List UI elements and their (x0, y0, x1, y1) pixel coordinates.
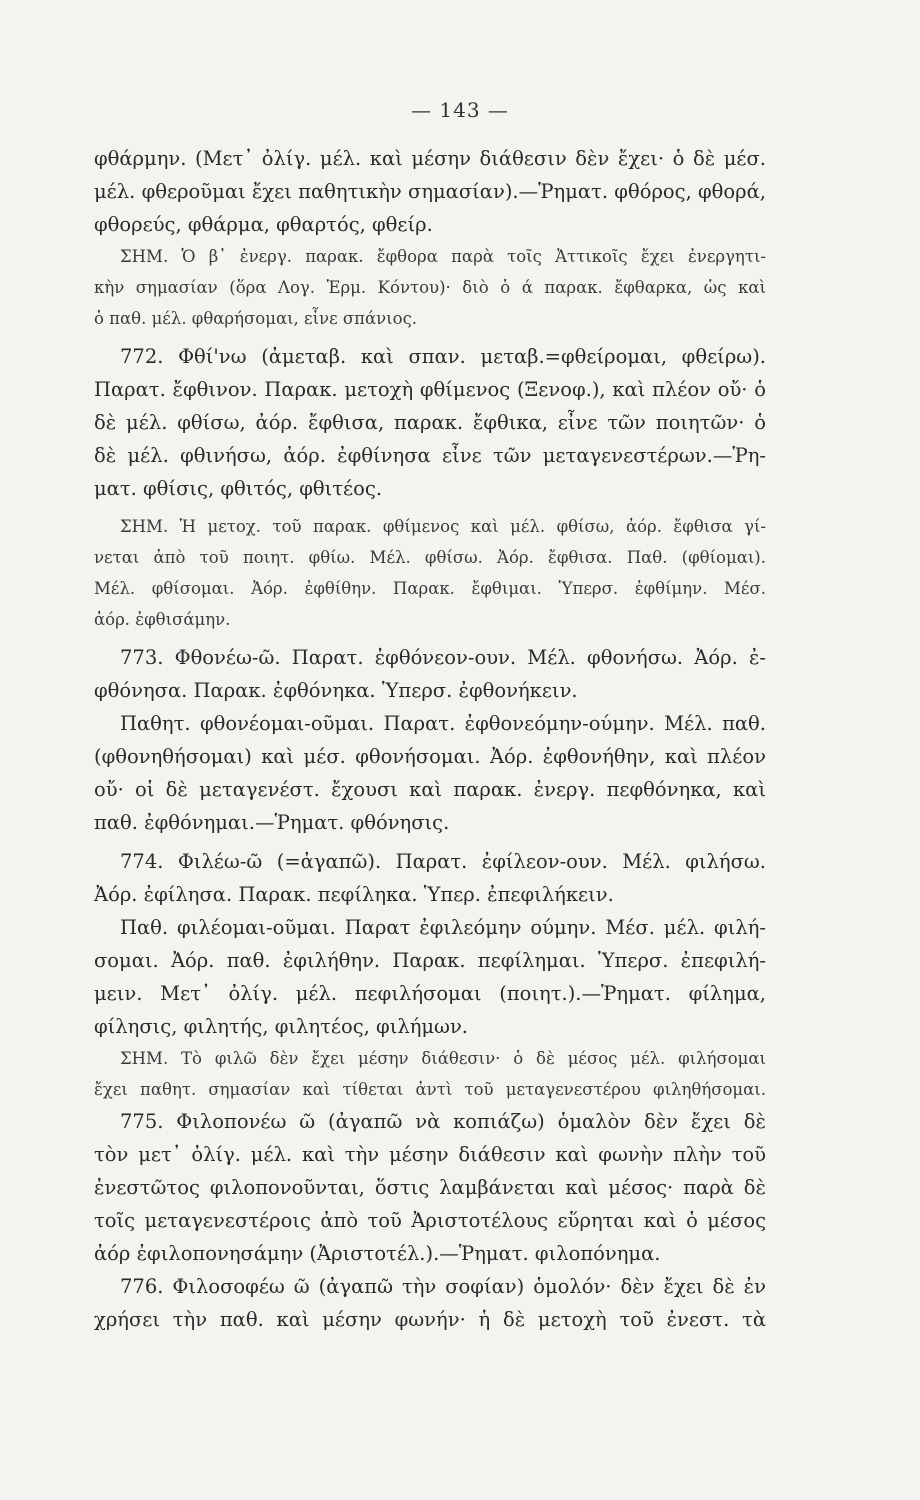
note-line: ΣΗΜ. Ἡ μετοχ. τοῦ παρακ. φθίμενος καὶ μέλ. φθίσω, ἀόρ. ἔφθισα γί- (120, 517, 766, 536)
note-line: ΣΗΜ. Τὸ φιλῶ δὲν ἔχει μέσην διάθεσιν· ὁ δὲ μέσος μέλ. φιλήσομαι (120, 1049, 766, 1068)
entry-heading-773: 773. Φθονέω-ῶ. Παρατ. ἐφθόνεον-ουν. Μέλ. φθονήσω. Ἀόρ. ἐ- (120, 646, 766, 669)
text-line: ἐνεστῶτος φιλοπονοῦνται, ὅστις λαμβάνεται καὶ μέσος· παρὰ δὲ (94, 1176, 766, 1199)
text-line: δὲ μέλ. φθινήσω, ἀόρ. ἐφθίνησα εἶνε τῶν μεταγενεστέρων.—Ῥη- (94, 444, 766, 467)
text-line: δὲ μέλ. φθίσω, ἀόρ. ἔφθισα, παρακ. ἔφθικα, εἶνε τῶν ποιητῶν· ὁ (94, 411, 766, 434)
text-line: μειν. Μετ᾽ ὀλίγ. μέλ. πεφιλήσομαι (ποιητ.).—Ῥηματ. φίλημα, (94, 982, 766, 1005)
text-line: φθόνησα. Παρακ. ἐφθόνηκα. Ὑπερσ. ἐφθονήκειν. (94, 679, 578, 702)
text-line: Παρατ. ἔφθινον. Παρακ. μετοχὴ φθίμενος (Ξενοφ.), καὶ πλέον οὔ· ὁ (94, 378, 766, 401)
text-line: (φθονηθήσομαι) καὶ μέσ. φθονήσομαι. Ἀόρ. ἐφθονήθην, καὶ πλέον (94, 745, 766, 768)
note-line: ὁ παθ. μέλ. φθαρήσομαι, εἶνε σπάνιος. (94, 309, 418, 328)
text-line: φίλησις, φιλητής, φιλητέος, φιλήμων. (94, 1015, 469, 1038)
text-line: παθ. ἐφθόνημαι.—Ῥηματ. φθόνησις. (94, 811, 450, 834)
entry-heading-776: 776. Φιλοσοφέω ῶ (ἀγαπῶ τὴν σοφίαν) ὁμολόν· δὲν ἔχει δὲ ἐν (120, 1275, 766, 1298)
text-line: φθάρμην. (Μετ᾽ ὀλίγ. μέλ. καὶ μέσην διάθεσιν δὲν ἔχει· ὁ δὲ μέσ. (94, 147, 766, 170)
note-line: ἀόρ. ἐφθισάμην. (94, 610, 231, 629)
text-line: Παθητ. φθονέομαι-οῦμαι. Παρατ. ἐφθονεόμην-ούμην. Μέλ. παθ. (120, 712, 766, 735)
text-line: ματ. φθίσις, φθιτός, φθιτέος. (94, 477, 383, 500)
entry-heading-775: 775. Φιλοπονέω ῶ (ἀγαπῶ νὰ κοπιάζω) ὁμαλὸν δὲν ἔχει δὲ (120, 1110, 766, 1133)
note-line: κὴν σημασίαν (ὅρα Λογ. Ἑρμ. Κόντου)· διὸ ὁ ά παρακ. ἔφθαρκα, ὡς καὶ (94, 278, 766, 297)
note-line: ΣΗΜ. Ὁ β᾽ ἐνεργ. παρακ. ἔφθορα παρὰ τοῖς Ἀττικοῖς ἔχει ἐνεργητι- (120, 247, 766, 266)
entry-heading-774: 774. Φιλέω-ῶ (=ἀγαπῶ). Παρατ. ἐφίλεον-ουν. Μέλ. φιλήσω. (120, 850, 766, 873)
text-line: σομαι. Ἀόρ. παθ. ἐφιλήθην. Παρακ. πεφίλημαι. Ὑπερσ. ἐπεφιλή- (94, 949, 766, 972)
text-line: τοῖς μεταγενεστέροις ἀπὸ τοῦ Ἀριστοτέλους εὕρηται καὶ ὁ μέσος (94, 1209, 766, 1232)
note-line: ἔχει παθητ. σημασίαν καὶ τίθεται ἀντὶ τοῦ μεταγενεστέρου φιληθήσομαι. (94, 1080, 766, 1099)
text-line: Ἀόρ. ἐφίλησα. Παρακ. πεφίληκα. Ὑπερ. ἐπεφιλήκειν. (94, 883, 614, 906)
text-line: τὸν μετ᾽ ὀλίγ. μέλ. καὶ τὴν μέσην διάθεσιν καὶ φωνὴν πλὴν τοῦ (94, 1143, 766, 1166)
page-number: — 143 — (411, 98, 509, 122)
text-line: Παθ. φιλέομαι-οῦμαι. Παρατ ἐφιλεόμην ούμην. Μέσ. μέλ. φιλή- (120, 916, 766, 939)
entry-heading-772: 772. Φθί'νω (ἀμεταβ. καὶ σπαν. μεταβ.=φθείρομαι, φθείρω). (120, 345, 766, 368)
note-line: Μέλ. φθίσομαι. Ἀόρ. ἐφθίθην. Παρακ. ἔφθιμαι. Ὑπερσ. ἐφθίμην. Μέσ. (94, 579, 766, 598)
text-line: μέλ. φθεροῦμαι ἔχει παθητικὴν σημασίαν).—Ῥηματ. φθόρος, φθορά, (94, 180, 766, 203)
text-body (94, 142, 766, 1336)
text-line: ἀόρ ἐφιλοπονησάμην (Ἀριστοτέλ.).—Ῥηματ. φιλοπόνημα. (94, 1242, 661, 1265)
note-line: νεται ἀπὸ τοῦ ποιητ. φθίω. Μέλ. φθίσω. Ἀόρ. ἔφθισα. Παθ. (φθίομαι). (94, 548, 766, 567)
text-line: φθορεύς, φθάρμα, φθαρτός, φθείρ. (94, 213, 433, 236)
text-line: οὔ· οἱ δὲ μεταγενέστ. ἔχουσι καὶ παρακ. ἐνεργ. πεφθόνηκα, καὶ (94, 778, 766, 801)
text-line: χρήσει τὴν παθ. καὶ μέσην φωνήν· ἡ δὲ μετοχὴ τοῦ ἐνεστ. τὰ (94, 1308, 766, 1331)
